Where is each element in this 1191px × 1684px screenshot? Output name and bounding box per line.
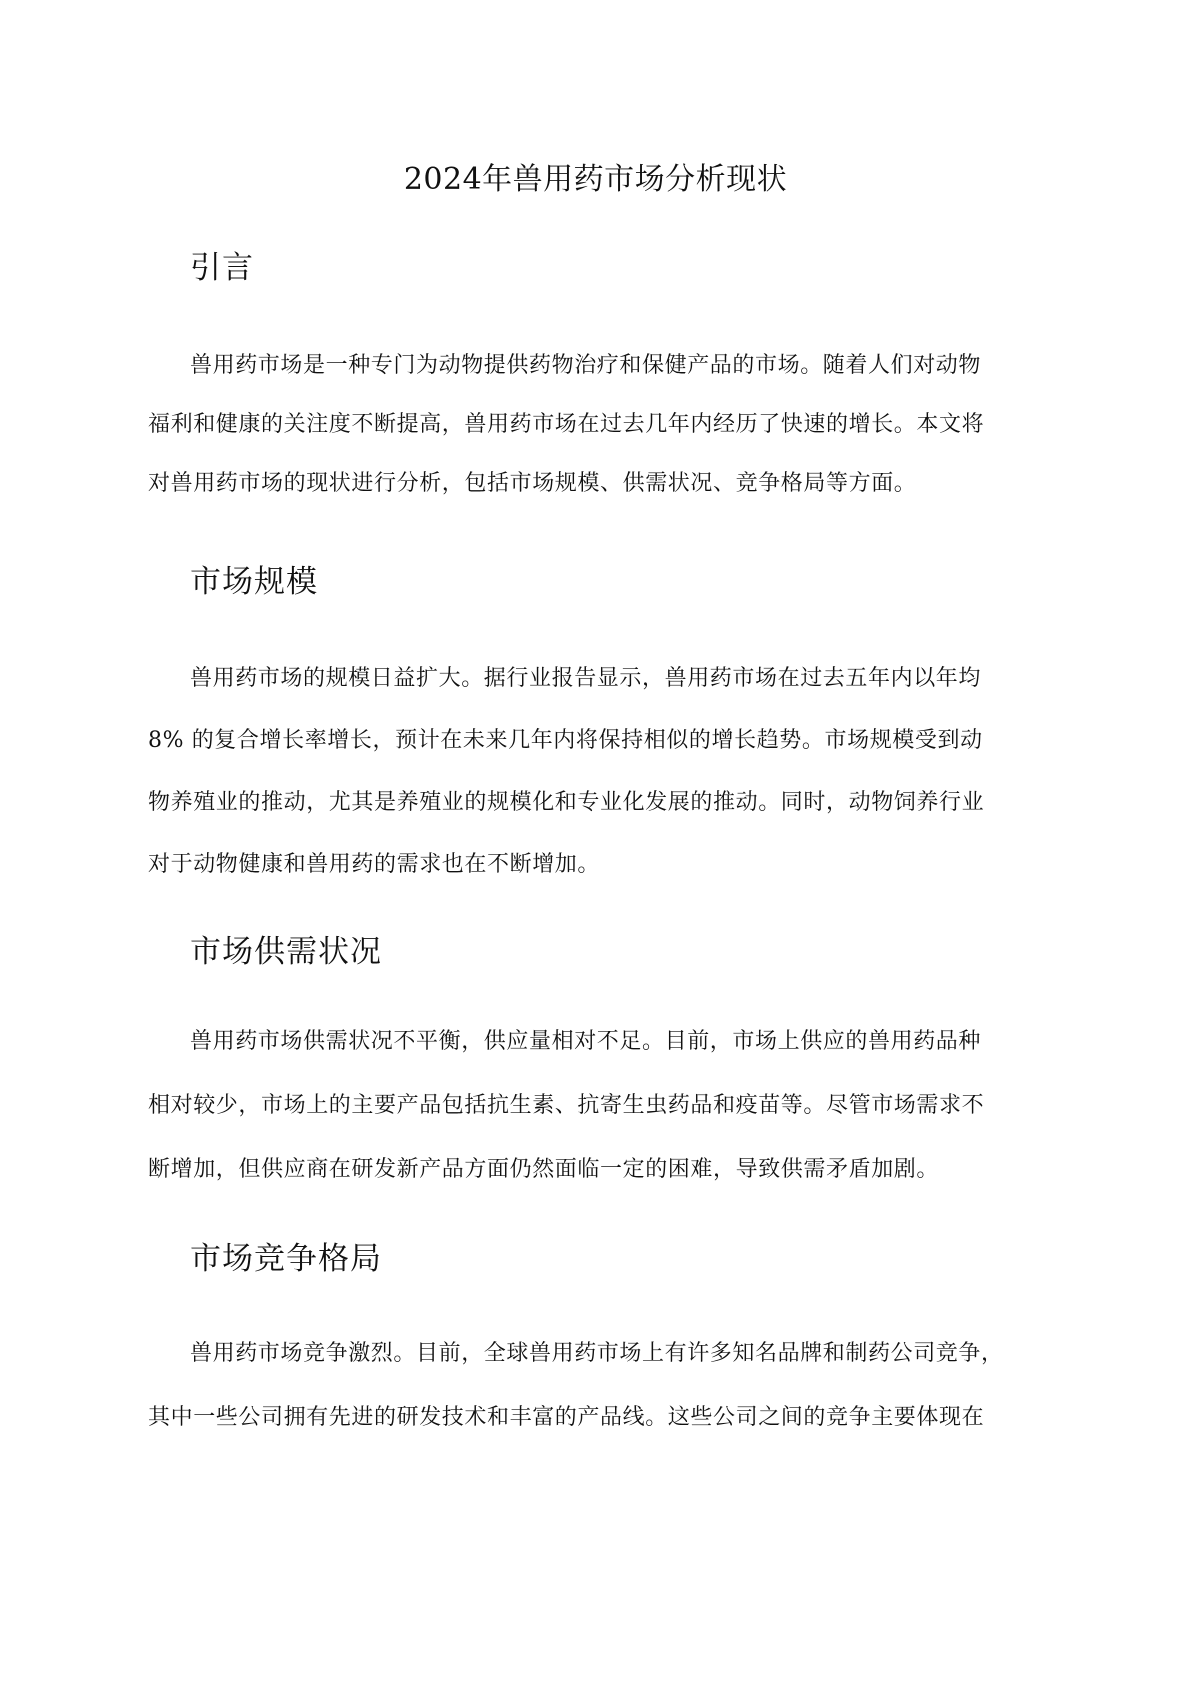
section-heading-introduction: 引言 bbox=[190, 250, 254, 286]
document-title: 2024年兽用药市场分析现状 bbox=[403, 162, 788, 197]
paragraph-line: 福利和健康的关注度不断提高，兽用药市场在过去几年内经历了快速的增长。本文将 bbox=[148, 412, 985, 437]
paragraph-introduction bbox=[148, 336, 1048, 513]
paragraph-line: 兽用药市场供需状况不平衡，供应量相对不足。目前，市场上供应的兽用药品种 bbox=[190, 1029, 982, 1054]
paragraph-line: 断增加，但供应商在研发新产品方面仍然面临一定的困难，导致供需矛盾加剧。 bbox=[148, 1157, 940, 1182]
paragraph-line: 对兽用药市场的现状进行分析，包括市场规模、供需状况、竞争格局等方面。 bbox=[148, 471, 917, 496]
section-heading-supply-demand: 市场供需状况 bbox=[190, 934, 382, 970]
paragraph-market-size bbox=[148, 648, 1048, 896]
section-heading-market-size: 市场规模 bbox=[190, 564, 318, 600]
paragraph-line: 兽用药市场的规模日益扩大。据行业报告显示，兽用药市场在过去五年内以年均 bbox=[190, 666, 982, 691]
paragraph-line: 相对较少，市场上的主要产品包括抗生素、抗寄生虫药品和疫苗等。尽管市场需求不 bbox=[148, 1093, 985, 1118]
paragraph-competition bbox=[148, 1322, 1048, 1450]
paragraph-line: 兽用药市场竞争激烈。目前，全球兽用药市场上有许多知名品牌和制药公司竞争， bbox=[190, 1341, 1004, 1366]
paragraph-line: 8% 的复合增长率增长，预计在未来几年内将保持相似的增长趋势。市场规模受到动 bbox=[148, 728, 983, 753]
paragraph-line: 物养殖业的推动，尤其是养殖业的规模化和专业化发展的推动。同时，动物饲养行业 bbox=[148, 790, 985, 815]
section-heading-competition: 市场竞争格局 bbox=[190, 1241, 382, 1277]
paragraph-supply-demand bbox=[148, 1010, 1048, 1202]
paragraph-line: 兽用药市场是一种专门为动物提供药物治疗和保健产品的市场。随着人们对动物 bbox=[190, 353, 982, 378]
paragraph-line: 对于动物健康和兽用药的需求也在不断增加。 bbox=[148, 852, 601, 877]
paragraph-line: 其中一些公司拥有先进的研发技术和丰富的产品线。这些公司之间的竞争主要体现在 bbox=[148, 1405, 985, 1430]
